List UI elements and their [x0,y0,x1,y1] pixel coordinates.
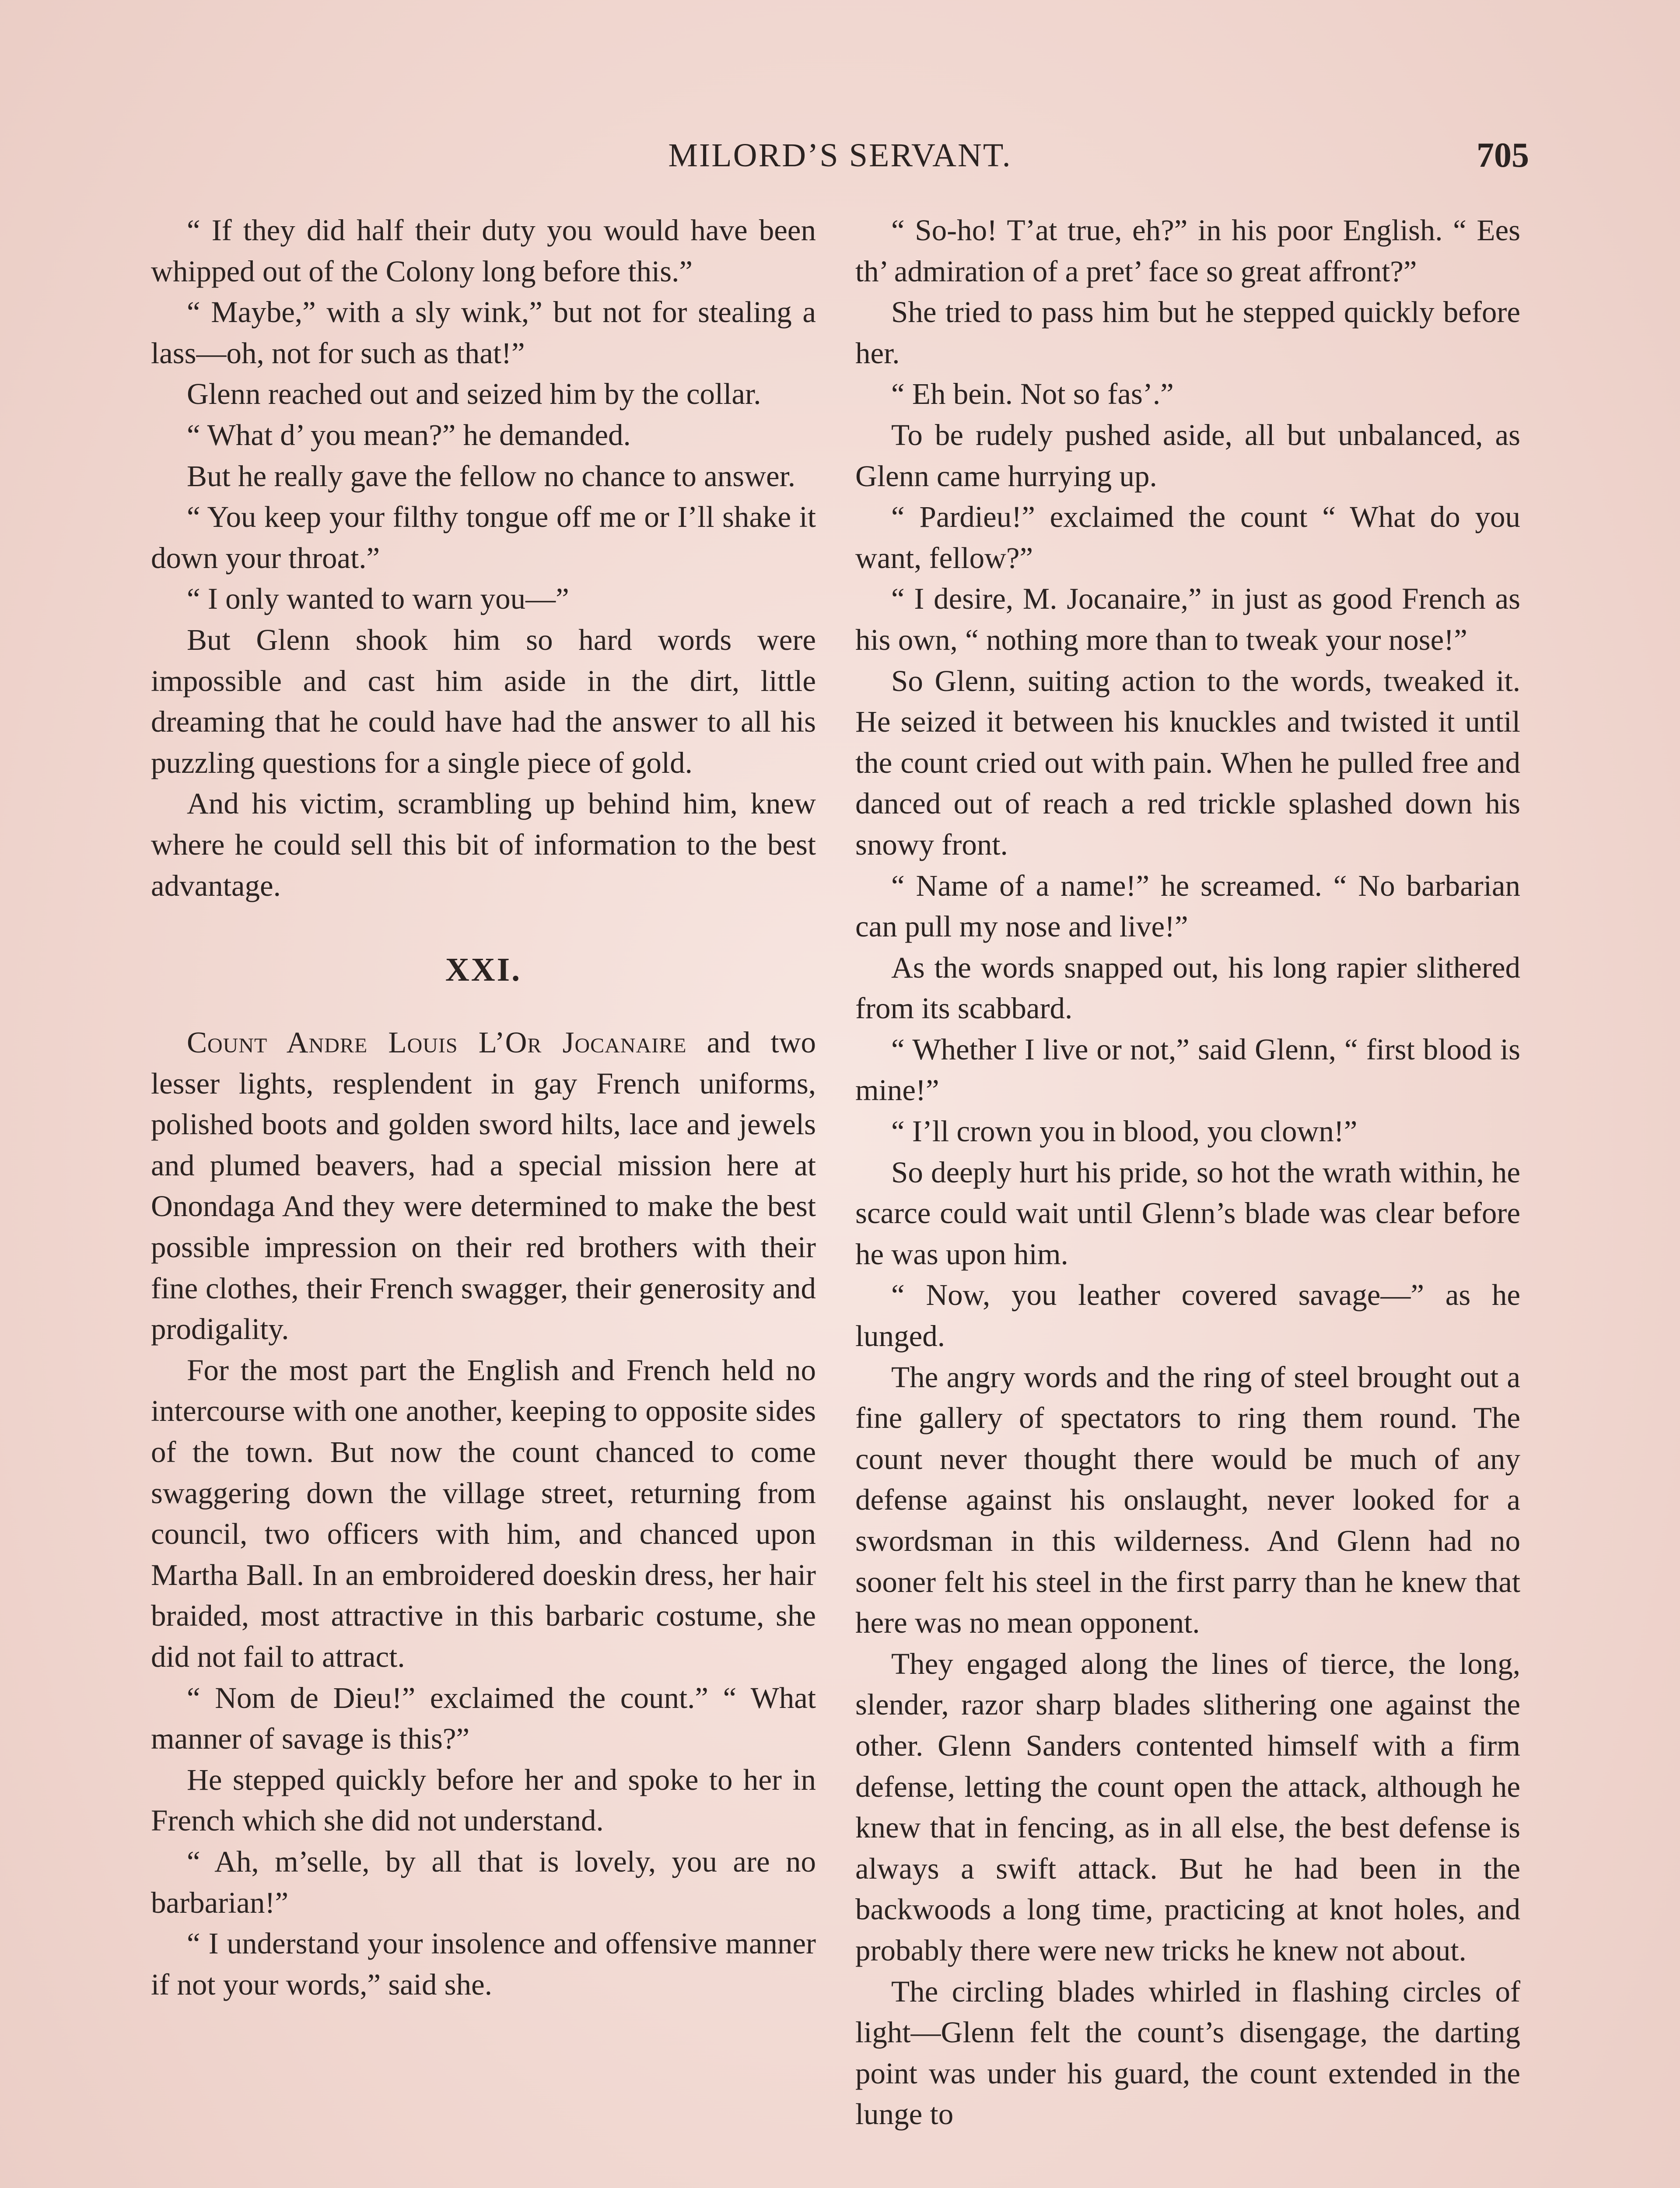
paragraph: But he really gave the fellow no chance to answer. [187,459,795,493]
paragraph: Glenn reached out and seized him by the collar. [187,377,761,411]
paragraph: “ Nom de Dieu!” exclaimed the count.” “ What manner of savage is this?” [151,1681,816,1756]
paragraph: “ Whether I live or not,” said Glenn, “ first blood is mine!” [855,1032,1520,1107]
paragraph: “ So-ho! T’at true, eh?” in his poor English. “ Ees th’ admiration of a pret’ face so great affront?” [855,214,1520,288]
paragraph: “ Now, you leather covered savage—” as he lunged. [855,1278,1520,1353]
chapter-opening-text: and two lesser lights, resplendent in gay French uniforms, polished boots and golden sword hilts, lace and jewels and plumed beavers, had a special mission here at Onondaga And they were determined to make the best possible impression on their red brothers with their fine clothes, their French swagger, their generosity and prodigality. [151,1026,816,1346]
page-header [151,131,1529,179]
paragraph: “ I only wanted to warn you—” [187,582,569,616]
paragraph: “ Name of a name!” he screamed. “ No barbarian can pull my nose and live!” [855,869,1520,943]
paragraph: The circling blades whirled in flashing circles of light—Glenn felt the count’s disengage, the darting point was under his guard, the count extended in the lunge to [855,1974,1520,2131]
page-number: 705 [1477,136,1529,175]
paragraph: “ I’ll crown you in blood, you clown!” [891,1115,1358,1148]
paragraph: “ Maybe,” with a sly wink,” but not for stealing a lass—oh, not for such as that!” [151,295,816,370]
paragraph: He stepped quickly before her and spoke to her in French which she did not understand. [151,1763,816,1837]
paragraph: “ I desire, M. Jocanaire,” in just as good French as his own, “ nothing more than to tweak your nose!” [855,582,1520,656]
left-column [151,210,816,2005]
paragraph: “ I understand your insolence and offensive manner if not your words,” said she. [151,1927,816,2001]
paragraph: So deeply hurt his pride, so hot the wrath within, he scarce could wait until Glenn’s blade was clear before he was upon him. [855,1155,1520,1271]
paragraph: She tried to pass him but he stepped quickly before her. [855,295,1520,370]
paragraph: “ If they did half their duty you would have been whipped out of the Colony long before this.” [151,214,816,288]
paragraph: To be rudely pushed aside, all but unbalanced, as Glenn came hurrying up. [855,418,1520,493]
paragraph: “ You keep your filthy tongue off me or I’ll shake it down your throat.” [151,500,816,575]
paragraph: “ Pardieu!” exclaimed the count “ What do you want, fellow?” [855,500,1520,575]
paragraph: The angry words and the ring of steel brought out a fine gallery of spectators to ring them round. The count never thought there would be much of any defense against his onslaught, never looked for a swordsman in this wilderness. And Glenn had no sooner felt his steel in the first parry than he knew that here was no mean opponent. [855,1360,1520,1640]
paragraph: They engaged along the lines of tierce, the long, slender, razor sharp blades slithering one against the other. Glenn Sanders contented himself with a firm defense, letting the count open the attack, although he knew that in fencing, as in all else, the best defense is always a swift attack. But he had been in the backwoods a long time, practicing at knot holes, and probably there were new tricks he knew not about. [855,1647,1520,1967]
paragraph: And his victim, scrambling up behind him, knew where he could sell this bit of information to the best advantage. [151,787,816,902]
running-title: MILORD’S SERVANT. [668,137,1012,174]
paragraph: So Glenn, suiting action to the words, tweaked it. He seized it between his knuckles and twisted it until the count cried out with pain. When he pulled free and danced out of reach a red trickle splashed down his snowy front. [855,664,1520,861]
right-column [855,210,1520,2135]
chapter-heading: XXI. [445,951,522,989]
paragraph: But Glenn shook him so hard words were impossible and cast him aside in the dirt, little dreaming that he could have had the answer to all his puzzling questions for a single piece of gold. [151,623,816,779]
paragraph: As the words snapped out, his long rapier slithered from its scabbard. [855,950,1520,1025]
paragraph: “ What d’ you mean?” he demanded. [187,418,631,452]
chapter-opening-smallcaps: Count Andre Louis L’Or Jocanaire [187,1026,687,1059]
paragraph: For the most part the English and French held no intercourse with one another, keeping to opposite sides of the town. But now the count chanced to come swaggering down the village street, returning from council, two officers with him, and chanced upon Martha Ball. In an embroidered doeskin dress, her hair braided, most attractive in this barbaric costume, she did not fail to attract. [151,1353,816,1673]
paragraph: “ Ah, m’selle, by all that is lovely, you are no barbarian!” [151,1844,816,1919]
paragraph: “ Eh bein. Not so fas’.” [891,377,1174,411]
chapter-opening-paragraph [151,1022,816,1350]
